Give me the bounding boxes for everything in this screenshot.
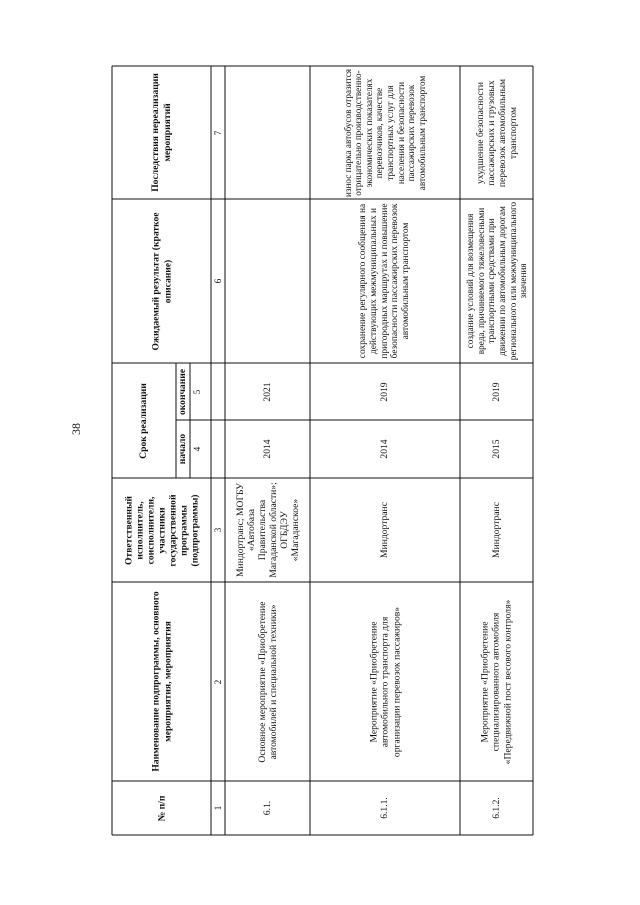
row-start: 2015 [490,439,502,459]
header-end [176,363,190,420]
row-start: 2014 [379,439,391,459]
colnum-6-text: 6 [212,278,223,284]
header-start-text: начало [177,433,189,465]
table-row [460,66,533,199]
table-row [460,781,533,835]
table-row [310,478,460,582]
row-result [228,203,308,359]
row-end: 2019 [379,381,391,402]
row-start: 2014 [261,439,273,459]
table-row [460,420,533,478]
table-row [225,66,310,199]
colnum-5-text: 5 [191,389,202,394]
header-consequences [112,66,211,199]
table-row [460,582,533,781]
table-row [310,781,460,835]
header-num [112,781,211,835]
row-result: создание условий для возмещения вреда, причиняемого тяжеловесными транспортными средствами при движении по автомобильным дорогам регионального или межмуниципального значения [464,201,528,361]
table-row [310,420,460,478]
row-num: 6.1. [261,800,273,816]
table-row [460,363,533,420]
table-row [310,66,460,199]
colnum-5 [190,363,204,420]
colnum-3 [211,478,225,582]
header-name-text: Наименование подпрограммы, основного мероприятия, мероприятия [150,591,173,772]
row-consequences: ухудшение безопасности пассажирских и грузовых перевозок автомобильным транспортом [474,78,519,187]
colnum-7-text: 7 [212,130,223,135]
row-result: сохранение регулярного сообщения на действующих межмуниципальных и пригородных маршрутах и повышение безопасности пассажирских перевозок автомобильным транспортом [357,203,412,359]
table-row [460,478,533,582]
colnum-2 [211,582,225,781]
row-executor: Миндортранс [379,502,391,558]
row-name: Мероприятие «Приобретение специализированного автомобиля «Передвижной пост весового контроля» [479,599,514,764]
row-name: Основное мероприятие «Приобретение автомобилей и специальной техники» [256,600,279,763]
row-consequences: износ парка автобусов отразится отрицательно производственно-экономических показателях перевозчиков, качестве транспортных услуг для населения и безопасности пассажирских перевозок автомобильным транспортом [342,68,427,197]
table-row [310,363,460,420]
header-period-text: Срок реализации [138,382,150,459]
header-num-text: № п/п [155,795,167,821]
table-row [225,478,310,582]
colnum-2-text: 2 [212,679,223,684]
row-num: 6.1.1. [379,797,391,819]
header-period [112,363,176,478]
header-consequences-text: Последствия нереализации мероприятий [150,73,173,192]
table-row [225,582,310,781]
header-result [112,199,211,363]
table-row [310,199,460,363]
colnum-1 [211,781,225,835]
table-row [225,199,310,363]
header-executor [112,478,211,582]
row-end: 2019 [490,381,502,402]
colnum-4-text: 4 [191,446,202,452]
row-executor: Миндортранс; МОГБУ «Автобаза Правительства Магаданской области»; ОГБДЭУ «Магаданское» [234,482,301,578]
row-consequences [228,70,308,195]
colnum-4 [190,420,204,478]
header-end-text: окончание [177,368,189,415]
row-name: Мероприятие «Приобретение автомобильного транспорта для организации перевозок пассажиров» [368,606,402,757]
table-row [460,199,533,363]
page-number: 38 [69,423,83,435]
row-num: 6.1.2. [490,797,502,819]
table-row [225,420,310,478]
table-row [225,363,310,420]
header-result-text: Ожидаемый результат (краткое описание) [150,211,173,351]
header-start [176,420,190,478]
row-executor: Миндортранс [490,502,502,558]
colnum-7 [211,66,225,199]
colnum-3-text: 3 [212,527,223,533]
header-name [112,582,211,781]
header-executor-text: Ответственный исполнитель, соисполнители, участники государственной программы (подпрограммы) [122,494,201,567]
colnum-1-text: 1 [212,805,223,811]
table-row [225,781,310,835]
table-row [310,582,460,781]
row-end: 2021 [261,381,273,402]
colnum-6 [211,199,225,363]
